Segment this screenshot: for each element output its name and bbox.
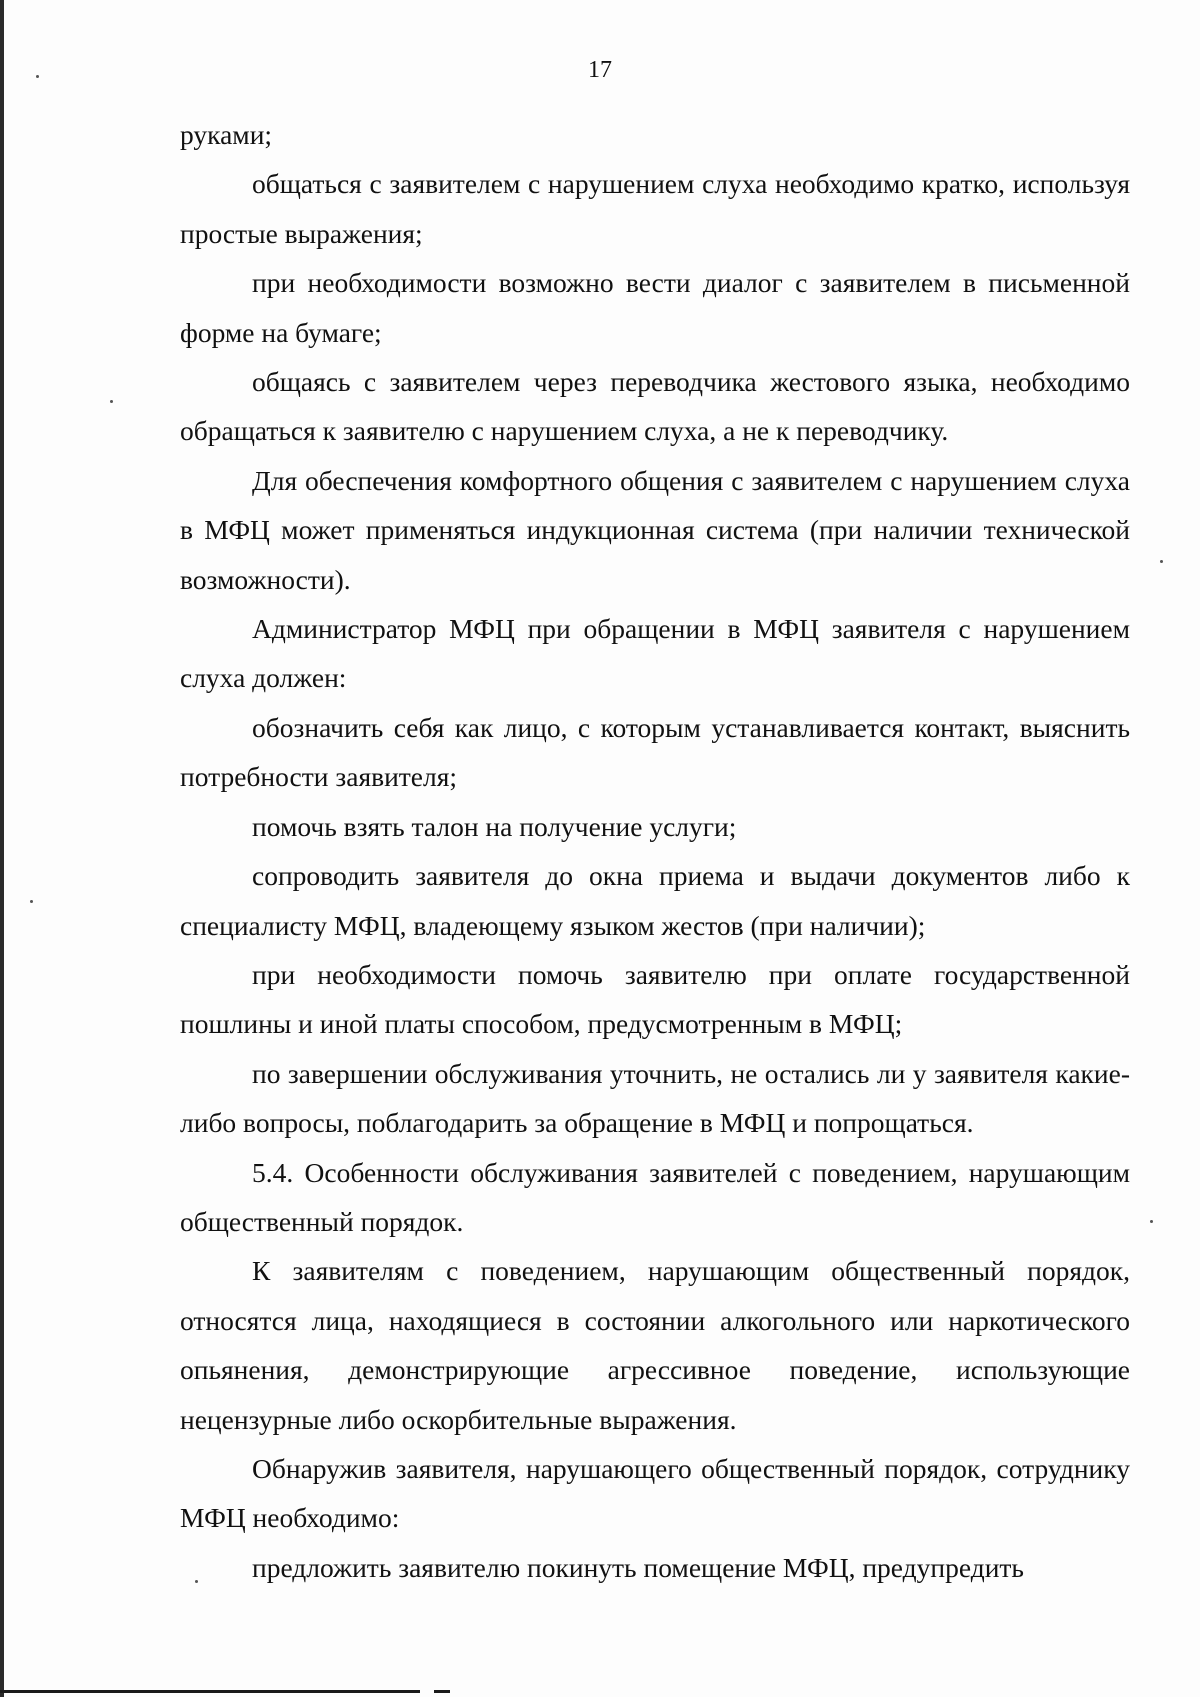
paragraph: Администратор МФЦ при обращении в МФЦ заявителя с нарушением слуха должен:: [180, 613, 1130, 694]
scan-speck: [195, 1580, 198, 1583]
paragraph: обозначить себя как лицо, с которым устанавливается контакт, выяснить потребности заявителя;: [180, 711, 1130, 793]
paragraph: Обнаружив заявителя, нарушающего общественный порядок, сотруднику МФЦ необходимо:: [180, 1452, 1130, 1534]
scan-speck: [36, 75, 39, 78]
scan-left-edge: [0, 0, 4, 1697]
paragraph: К заявителям с поведением, нарушающим общественный порядок, относятся лица, находящиеся в состоянии алкогольного или наркотического опьянения, демонстрирующие агрессивное поведение, использующие нецензурные либо оскорбительные выражения.: [180, 1255, 1130, 1435]
body-text: [180, 110, 1130, 1592]
paragraph: Для обеспечения комфортного общения с заявителем с нарушением слуха в МФЦ может применяться индукционная система (при наличии технической возможности).: [180, 464, 1130, 595]
paragraph: при необходимости помочь заявителю при оплате государственной пошлины и иной платы способом, предусмотренным в МФЦ;: [180, 958, 1130, 1040]
paragraph: общаясь с заявителем через переводчика жестового языка, необходимо обращаться к заявителю с нарушением слуха, а не к переводчику.: [180, 366, 1130, 447]
paragraph: общаться с заявителем с нарушением слуха необходимо кратко, используя простые выражения;: [180, 168, 1130, 249]
paragraph: по завершении обслуживания уточнить, не остались ли у заявителя какие-либо вопросы, поблагодарить за обращение в МФЦ и попрощаться.: [180, 1057, 1130, 1139]
scan-bottom-rule: [434, 1690, 450, 1693]
scan-speck: [110, 400, 113, 403]
scan-speck: [30, 900, 33, 903]
paragraph: руками;: [180, 119, 273, 150]
paragraph: при необходимости возможно вести диалог с заявителем в письменной форме на бумаге;: [180, 267, 1130, 348]
paragraph: помочь взять талон на получение услуги;: [252, 810, 737, 842]
scan-speck: [1160, 560, 1163, 563]
scan-speck: [1150, 1220, 1153, 1223]
paragraph: сопроводить заявителя до окна приема и выдачи документов либо к специалисту МФЦ, владеющему языком жестов (при наличии);: [180, 860, 1130, 941]
scan-bottom-rule: [0, 1690, 420, 1693]
section-heading: 5.4. Особенности обслуживания заявителей с поведением, нарушающим общественный порядок.: [180, 1156, 1130, 1237]
page-number: 17: [588, 57, 612, 83]
paragraph: предложить заявителю покинуть помещение МФЦ, предупредить: [252, 1551, 1024, 1583]
